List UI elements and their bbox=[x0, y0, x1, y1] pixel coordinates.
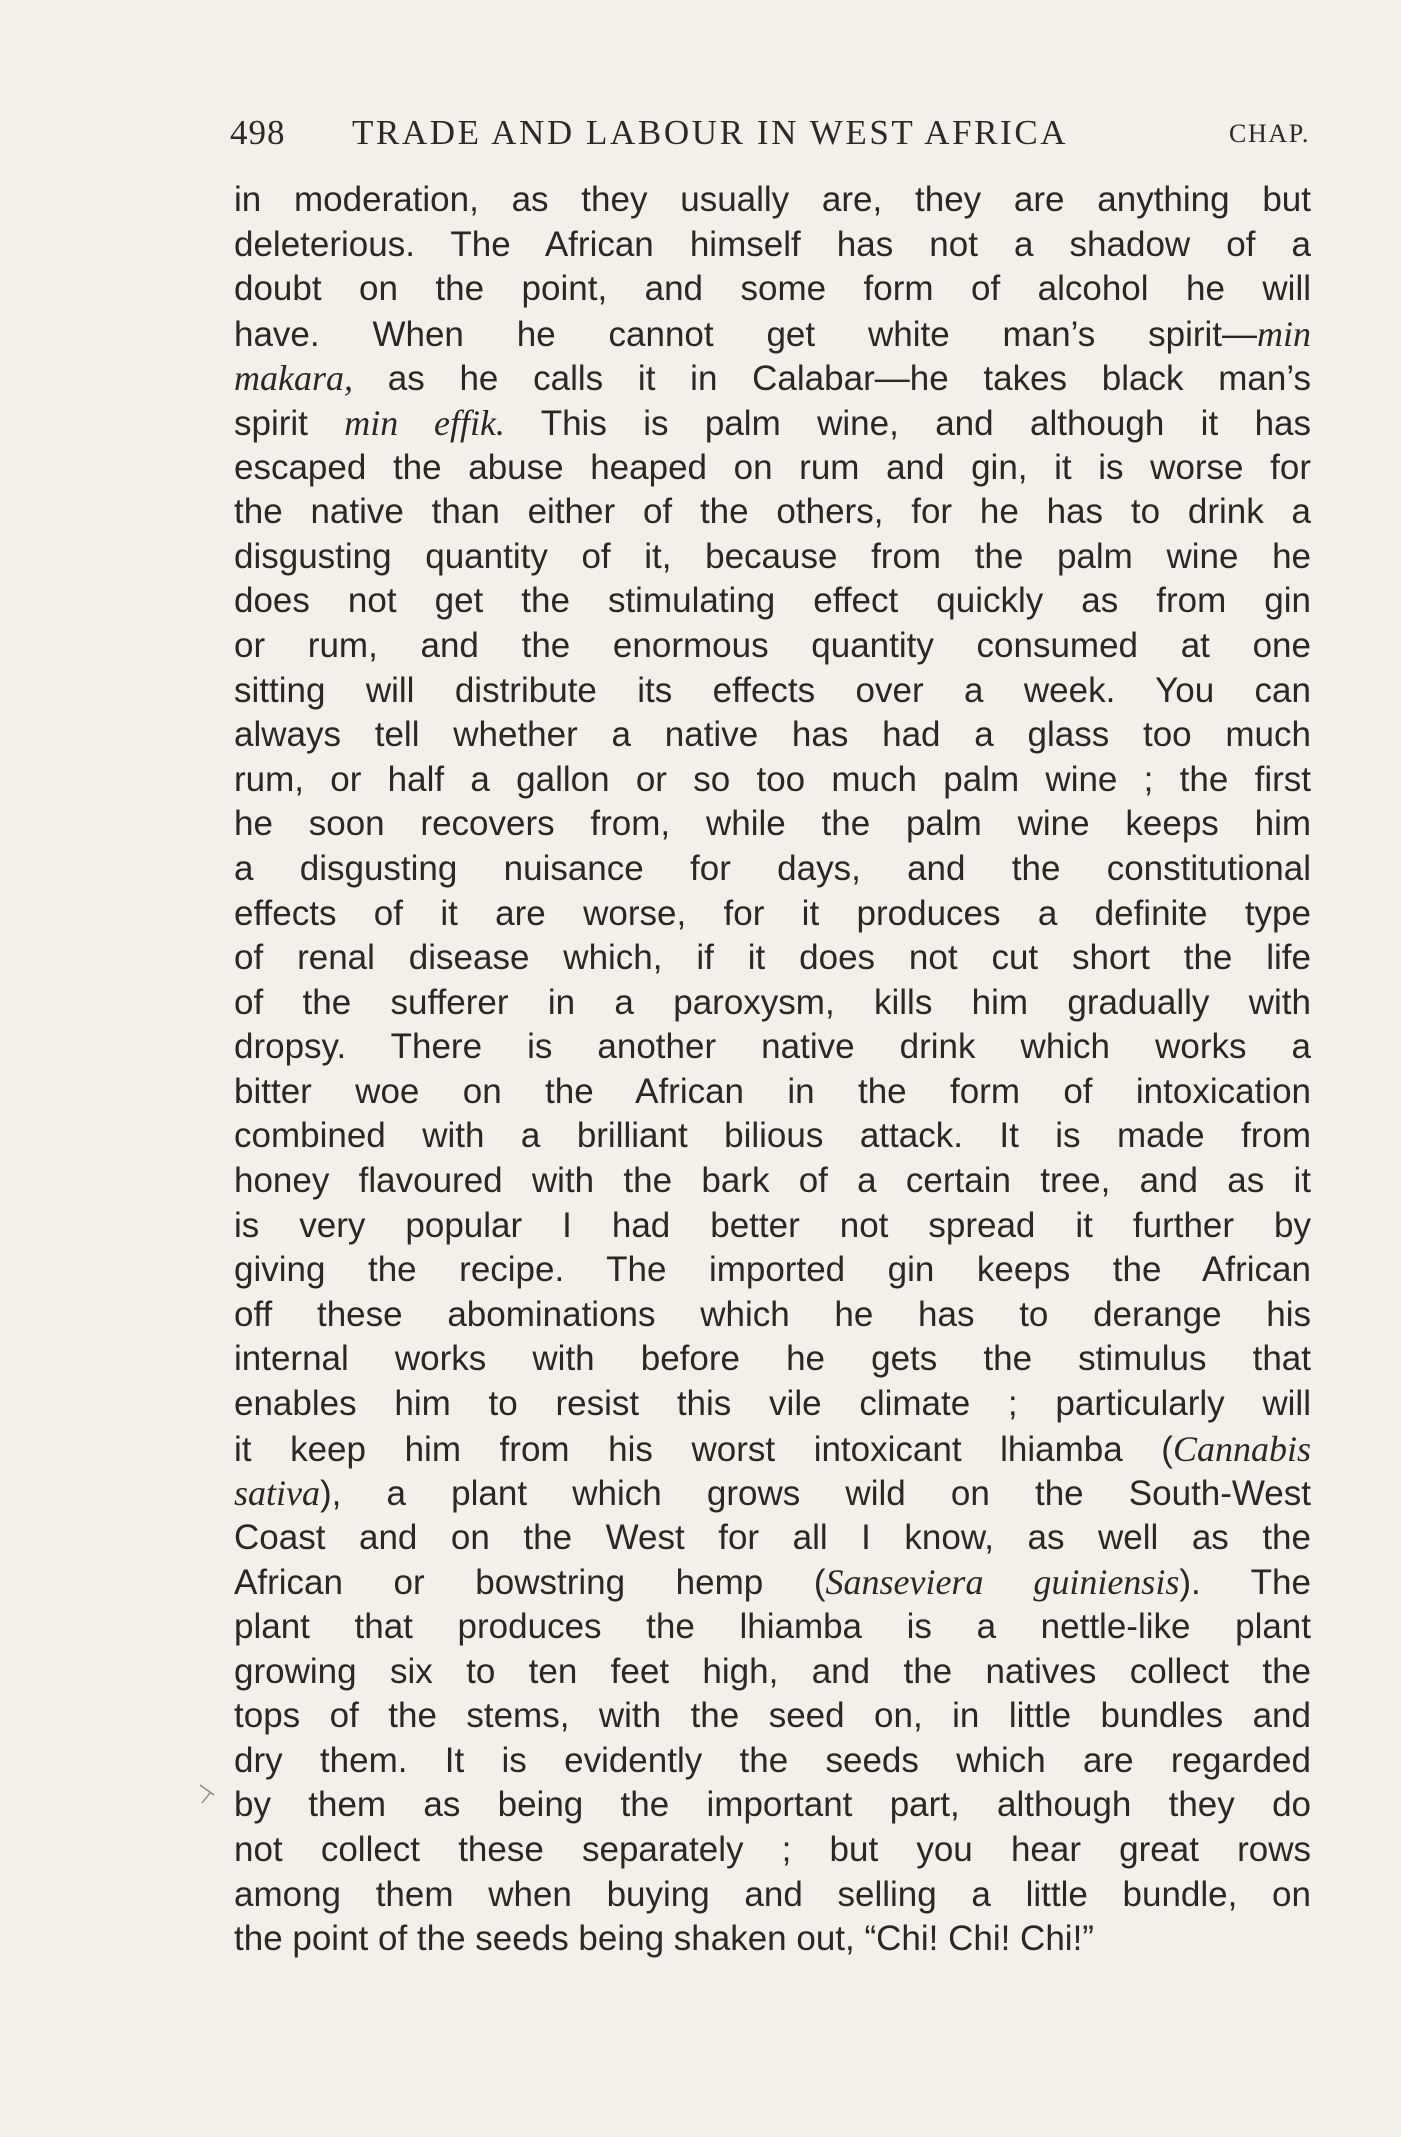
text-run: combined with a brilliant bilious attack. It is made from bbox=[234, 1116, 1311, 1156]
text-line bbox=[234, 1025, 1311, 1070]
text-line bbox=[234, 669, 1311, 714]
text-line bbox=[234, 1516, 1311, 1561]
text-run: a disgusting nuisance for days, and the constitutional bbox=[234, 848, 1311, 888]
text-run: as he calls it in Calabar—he takes black man’s bbox=[353, 359, 1311, 399]
text-line bbox=[234, 267, 1311, 312]
text-run: sitting will distribute its effects over a week. You can bbox=[234, 670, 1311, 710]
text-run: enables him to resist this vile climate ; particularly will bbox=[234, 1384, 1311, 1424]
text-line bbox=[234, 1159, 1311, 1204]
text-run: effects of it are worse, for it produces a definite type bbox=[234, 893, 1311, 933]
text-run: disgusting quantity of it, because from the palm wine he bbox=[234, 536, 1311, 576]
text-run: of renal disease which, if it does not cut short the life bbox=[234, 938, 1311, 978]
text-line bbox=[234, 1783, 1311, 1828]
text-line bbox=[234, 223, 1311, 268]
text-run: dry them. It is evidently the seeds which are regarded bbox=[234, 1740, 1311, 1780]
text-run: he soon recovers from, while the palm wine keeps him bbox=[234, 804, 1311, 844]
margin-pencil-mark bbox=[198, 1783, 216, 1805]
text-line bbox=[234, 1873, 1311, 1918]
text-line bbox=[234, 1828, 1311, 1873]
text-line bbox=[234, 178, 1311, 223]
italic-run: min effik. bbox=[344, 402, 505, 443]
text-run: internal works with before he gets the stimulus that bbox=[234, 1339, 1311, 1379]
text-line bbox=[234, 1560, 1311, 1605]
text-run: not collect these separately ; but you hear great rows bbox=[234, 1829, 1311, 1869]
text-run: in moderation, as they usually are, they are anything but bbox=[234, 180, 1311, 219]
text-line bbox=[234, 802, 1311, 847]
text-line bbox=[234, 1204, 1311, 1249]
text-run: plant that produces the lhiamba is a nettle-like plant bbox=[234, 1607, 1311, 1646]
running-head bbox=[230, 113, 1310, 163]
text-line bbox=[234, 1070, 1311, 1115]
text-run: dropsy. There is another native drink which works a bbox=[234, 1027, 1311, 1067]
italic-run: min bbox=[1257, 313, 1311, 354]
text-line bbox=[234, 847, 1311, 892]
body-text bbox=[234, 178, 1311, 1962]
text-run: honey flavoured with the bark of a certain tree, and as it bbox=[234, 1161, 1311, 1201]
italic-run: makara, bbox=[234, 358, 353, 399]
text-run: by them as being the important part, although they do bbox=[234, 1785, 1311, 1825]
text-run: bitter woe on the African in the form of intoxication bbox=[234, 1071, 1311, 1111]
text-run: Coast and on the West for all I know, as well as the bbox=[234, 1517, 1311, 1557]
page-number: 498 bbox=[230, 113, 286, 152]
text-line bbox=[234, 1605, 1311, 1650]
text-line bbox=[234, 579, 1311, 624]
text-run: giving the recipe. The imported gin keeps the African bbox=[234, 1250, 1311, 1290]
text-line bbox=[234, 490, 1311, 535]
text-line bbox=[234, 1917, 1311, 1962]
text-run: growing six to ten feet high, and the natives collect the bbox=[234, 1651, 1311, 1691]
text-line bbox=[234, 312, 1311, 357]
text-run: among them when buying and selling a little bundle, on bbox=[234, 1874, 1311, 1914]
text-line bbox=[234, 356, 1311, 401]
text-line bbox=[234, 624, 1311, 669]
text-run: or rum, and the enormous quantity consumed at one bbox=[234, 625, 1311, 665]
text-line bbox=[234, 1650, 1311, 1695]
text-run: tops of the stems, with the seed on, in little bundles and bbox=[234, 1696, 1311, 1736]
running-title: TRADE AND LABOUR IN WEST AFRICA bbox=[352, 113, 1069, 152]
text-run: escaped the abuse heaped on rum and gin, it is worse for bbox=[234, 447, 1311, 487]
text-run: the native than either of the others, for he has to drink a bbox=[234, 492, 1311, 532]
text-run: spirit bbox=[234, 403, 345, 443]
text-line bbox=[234, 1427, 1311, 1472]
text-run: the point of the seeds being shaken out, “Chi! Chi! Chi!” bbox=[234, 1919, 1094, 1959]
text-run: doubt on the point, and some form of alcohol he will bbox=[234, 269, 1311, 309]
text-run: African or bowstring hemp ( bbox=[234, 1563, 826, 1603]
text-run: off these abominations which he has to derange his bbox=[234, 1294, 1311, 1334]
italic-run: Sanseviera guiniensis bbox=[825, 1562, 1180, 1603]
text-run: have. When he cannot get white man’s spirit— bbox=[234, 314, 1257, 354]
text-run: ). The bbox=[1179, 1563, 1311, 1603]
text-line bbox=[234, 1248, 1311, 1293]
text-run: rum, or half a gallon or so too much palm wine ; the first bbox=[234, 759, 1311, 799]
text-line bbox=[234, 1337, 1311, 1382]
text-run: it keep him from his worst intoxicant lhiamba ( bbox=[234, 1429, 1173, 1469]
text-line bbox=[234, 401, 1311, 446]
text-line bbox=[234, 936, 1311, 981]
text-line bbox=[234, 535, 1311, 580]
text-run: This is palm wine, and although it has bbox=[504, 403, 1312, 443]
text-line bbox=[234, 446, 1311, 491]
text-run: does not get the stimulating effect quickly as from gin bbox=[234, 581, 1311, 621]
text-line bbox=[234, 1382, 1311, 1427]
text-line bbox=[234, 1694, 1311, 1739]
text-line bbox=[234, 758, 1311, 803]
text-line bbox=[234, 713, 1311, 758]
text-run: is very popular I had better not spread it further by bbox=[234, 1205, 1311, 1245]
chapter-abbreviation: CHAP. bbox=[1229, 119, 1310, 148]
italic-run: Cannabis bbox=[1172, 1428, 1311, 1469]
text-line bbox=[234, 1739, 1311, 1784]
italic-run: sativa bbox=[234, 1473, 320, 1514]
text-run: always tell whether a native has had a glass too much bbox=[234, 715, 1311, 755]
text-line bbox=[234, 1114, 1311, 1159]
text-line bbox=[234, 1293, 1311, 1338]
text-run: ), a plant which grows wild on the South-West bbox=[320, 1474, 1311, 1514]
text-run: of the sufferer in a paroxysm, kills him gradually with bbox=[234, 982, 1311, 1022]
text-line bbox=[234, 981, 1311, 1026]
text-run: deleterious. The African himself has not a shadow of a bbox=[234, 224, 1311, 264]
text-line bbox=[234, 1471, 1311, 1516]
text-line bbox=[234, 892, 1311, 937]
